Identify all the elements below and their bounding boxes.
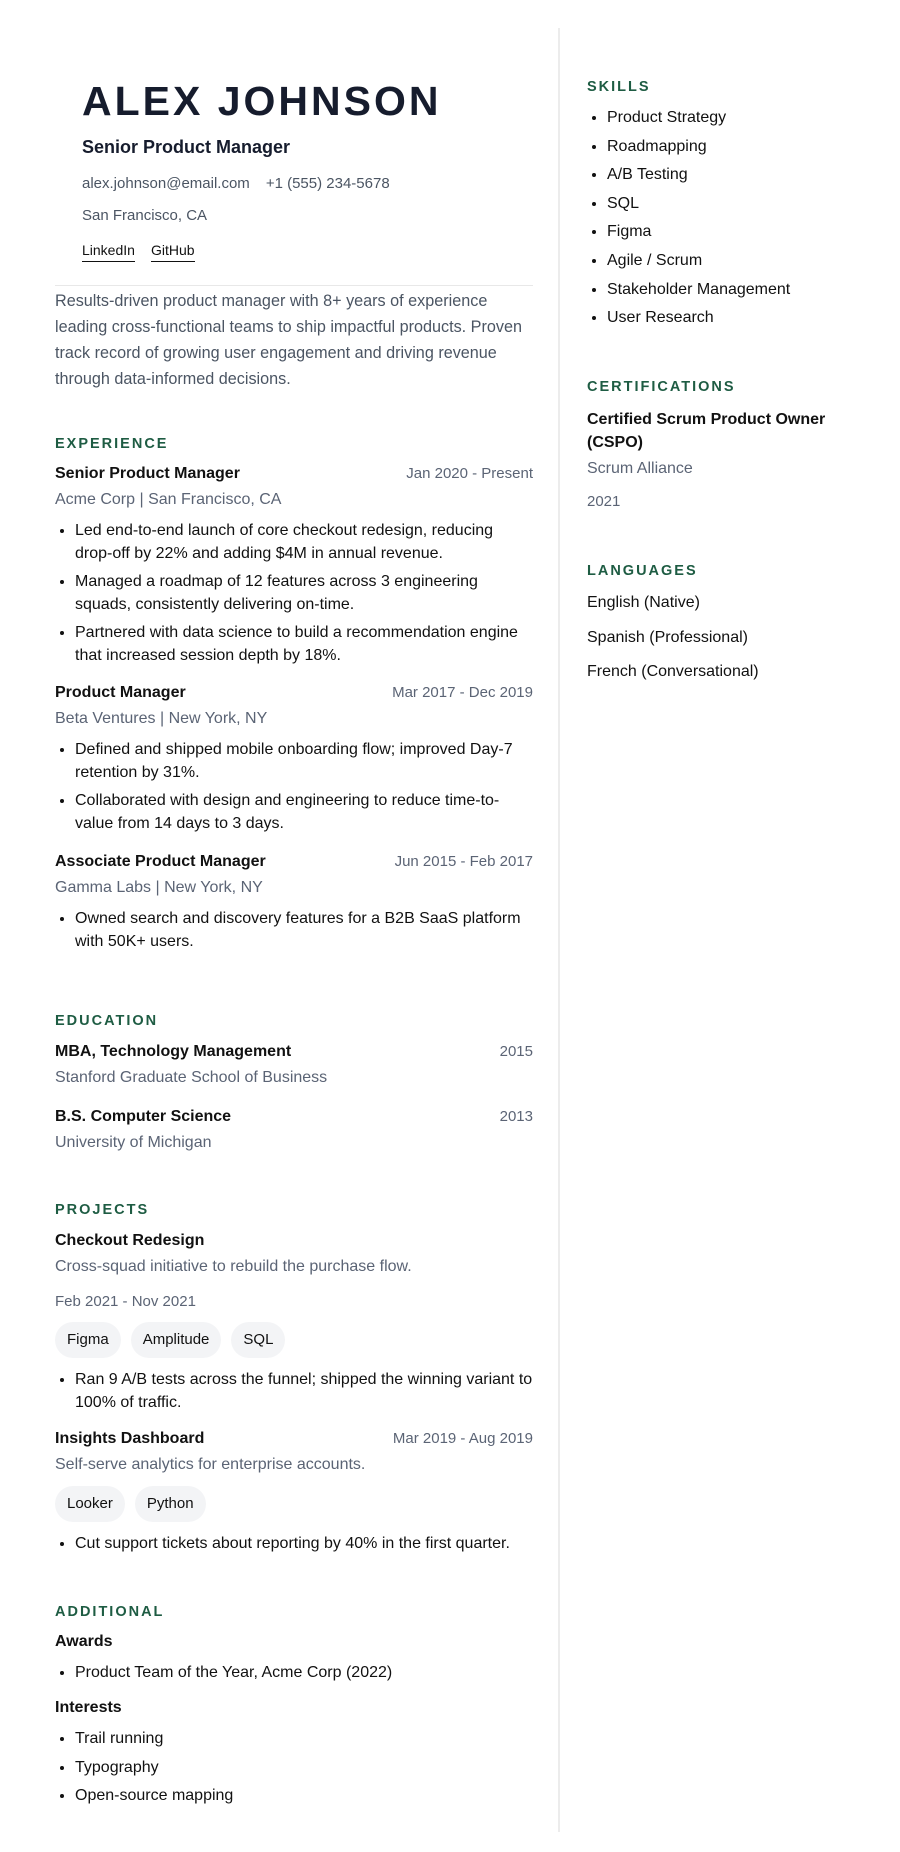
project-bullets bbox=[55, 1368, 533, 1414]
bullet-item: • Cut support tickets about reporting by 40% in the first quarter. bbox=[75, 1532, 533, 1555]
interest-item: • Open-source mapping bbox=[75, 1784, 533, 1807]
language-item: Spanish (Professional) bbox=[587, 628, 748, 646]
profile-links bbox=[82, 240, 532, 262]
certification-year: 2021 bbox=[587, 493, 621, 510]
additional-heading: ADDITIONAL bbox=[55, 1604, 165, 1620]
job-title: Product Manager bbox=[55, 684, 186, 701]
tag-chip: Looker bbox=[55, 1486, 125, 1522]
email-text: alex.johnson@email.com bbox=[82, 175, 250, 192]
certification-entry bbox=[587, 408, 877, 512]
project-tags bbox=[55, 1322, 533, 1358]
awards-block bbox=[55, 1631, 533, 1689]
awards-list bbox=[55, 1661, 533, 1684]
job-bullets bbox=[55, 907, 533, 953]
tag-chip: Python bbox=[135, 1486, 206, 1522]
skill-item: • User Research bbox=[607, 304, 790, 333]
tag-chip: Figma bbox=[55, 1322, 121, 1358]
skill-item: • Figma bbox=[607, 218, 790, 247]
projects-heading: PROJECTS bbox=[55, 1202, 150, 1218]
languages-heading: LANGUAGES bbox=[587, 563, 698, 579]
linkedin-link[interactable]: LinkedIn bbox=[82, 240, 135, 262]
skills-list bbox=[587, 104, 790, 333]
bullet-item: • Led end-to-end launch of core checkout redesign, reducing drop-off by 22% and adding $4M in annual revenue. bbox=[75, 519, 533, 565]
degree-title: MBA, Technology Management bbox=[55, 1043, 292, 1060]
location-text: San Francisco, CA bbox=[82, 207, 208, 224]
job-dates: Mar 2017 - Dec 2019 bbox=[392, 684, 533, 701]
certification-title: Certified Scrum Product Owner (CSPO) bbox=[587, 411, 826, 451]
experience-entry bbox=[55, 682, 533, 840]
experience-entry bbox=[55, 463, 533, 672]
education-heading: EDUCATION bbox=[55, 1013, 159, 1029]
job-company: Gamma Labs | New York, NY bbox=[55, 879, 263, 896]
project-dates: Mar 2019 - Aug 2019 bbox=[392, 1430, 533, 1447]
interest-item: • Trail running bbox=[75, 1727, 533, 1750]
project-title: Checkout Redesign bbox=[55, 1232, 205, 1249]
award-item: • Product Team of the Year, Acme Corp (2022) bbox=[75, 1661, 533, 1684]
project-bullets bbox=[55, 1532, 533, 1555]
bullet-item: • Collaborated with design and engineering to reduce time-to-value from 14 days to 3 days. bbox=[75, 789, 533, 835]
awards-heading: Awards bbox=[55, 1633, 113, 1650]
project-entry bbox=[55, 1428, 533, 1560]
project-title: Insights Dashboard bbox=[55, 1430, 205, 1447]
school-name: University of Michigan bbox=[55, 1134, 212, 1151]
job-company: Acme Corp | San Francisco, CA bbox=[55, 491, 282, 508]
candidate-name: ALEX JOHNSON bbox=[82, 78, 442, 124]
interests-heading: Interests bbox=[55, 1699, 122, 1716]
header-divider bbox=[55, 285, 533, 286]
bullet-item: • Partnered with data science to build a recommendation engine that increased session depth by 18%. bbox=[75, 621, 533, 667]
language-item: French (Conversational) bbox=[587, 663, 759, 680]
phone-text: +1 (555) 234-5678 bbox=[265, 175, 390, 192]
column-divider bbox=[558, 28, 560, 1832]
experience-entry bbox=[55, 851, 533, 958]
job-title: Senior Product Manager bbox=[55, 465, 240, 482]
degree-title: B.S. Computer Science bbox=[55, 1108, 232, 1125]
bullet-item: • Owned search and discovery features for a B2B SaaS platform with 50K+ users. bbox=[75, 907, 533, 953]
project-description: Self-serve analytics for enterprise accounts. bbox=[55, 1456, 366, 1473]
bullet-item: • Ran 9 A/B tests across the funnel; shipped the winning variant to 100% of traffic. bbox=[75, 1368, 533, 1414]
languages-list bbox=[587, 592, 877, 696]
skills-heading: SKILLS bbox=[587, 79, 651, 95]
skill-item: • Agile / Scrum bbox=[607, 247, 790, 276]
skill-item: • Stakeholder Management bbox=[607, 276, 790, 305]
language-item: English (Native) bbox=[587, 594, 700, 611]
certification-issuer: Scrum Alliance bbox=[587, 460, 693, 477]
bullet-item: • Managed a roadmap of 12 features across 3 engineering squads, consistently delivering on-time. bbox=[75, 570, 533, 616]
interests-block bbox=[55, 1697, 533, 1813]
resume-header bbox=[82, 78, 532, 262]
job-bullets bbox=[55, 738, 533, 835]
project-entry bbox=[55, 1230, 533, 1419]
tag-chip: SQL bbox=[231, 1322, 285, 1358]
skill-item: • Product Strategy bbox=[607, 104, 790, 133]
project-description: Cross-squad initiative to rebuild the purchase flow. bbox=[55, 1258, 412, 1275]
degree-year: 2013 bbox=[499, 1108, 533, 1125]
candidate-role: Senior Product Manager bbox=[82, 137, 291, 157]
contact-row bbox=[82, 174, 532, 194]
github-link[interactable]: GitHub bbox=[151, 240, 195, 262]
job-dates: Jun 2015 - Feb 2017 bbox=[394, 853, 533, 870]
degree-year: 2015 bbox=[499, 1043, 533, 1060]
bullet-item: • Defined and shipped mobile onboarding flow; improved Day-7 retention by 31%. bbox=[75, 738, 533, 784]
summary-paragraph: Results-driven product manager with 8+ years of experience leading cross-functional teams to ship impactful products. Proven track record of growing user engagement and driving revenue through data-informed decisions. bbox=[55, 292, 522, 388]
education-entry bbox=[55, 1041, 533, 1089]
skill-item: • A/B Testing bbox=[607, 161, 790, 190]
project-tags bbox=[55, 1486, 533, 1522]
job-company: Beta Ventures | New York, NY bbox=[55, 710, 268, 727]
tag-chip: Amplitude bbox=[131, 1322, 222, 1358]
job-bullets bbox=[55, 519, 533, 667]
experience-heading: EXPERIENCE bbox=[55, 436, 169, 452]
skill-item: • SQL bbox=[607, 190, 790, 219]
job-dates: Jan 2020 - Present bbox=[406, 465, 533, 482]
project-dates: Feb 2021 - Nov 2021 bbox=[55, 1293, 196, 1310]
job-title: Associate Product Manager bbox=[55, 853, 266, 870]
skill-item: • Roadmapping bbox=[607, 133, 790, 162]
education-entry bbox=[55, 1106, 533, 1154]
interest-item: • Typography bbox=[75, 1756, 533, 1779]
school-name: Stanford Graduate School of Business bbox=[55, 1069, 328, 1086]
interests-list bbox=[55, 1727, 533, 1807]
certifications-heading: CERTIFICATIONS bbox=[587, 379, 736, 395]
